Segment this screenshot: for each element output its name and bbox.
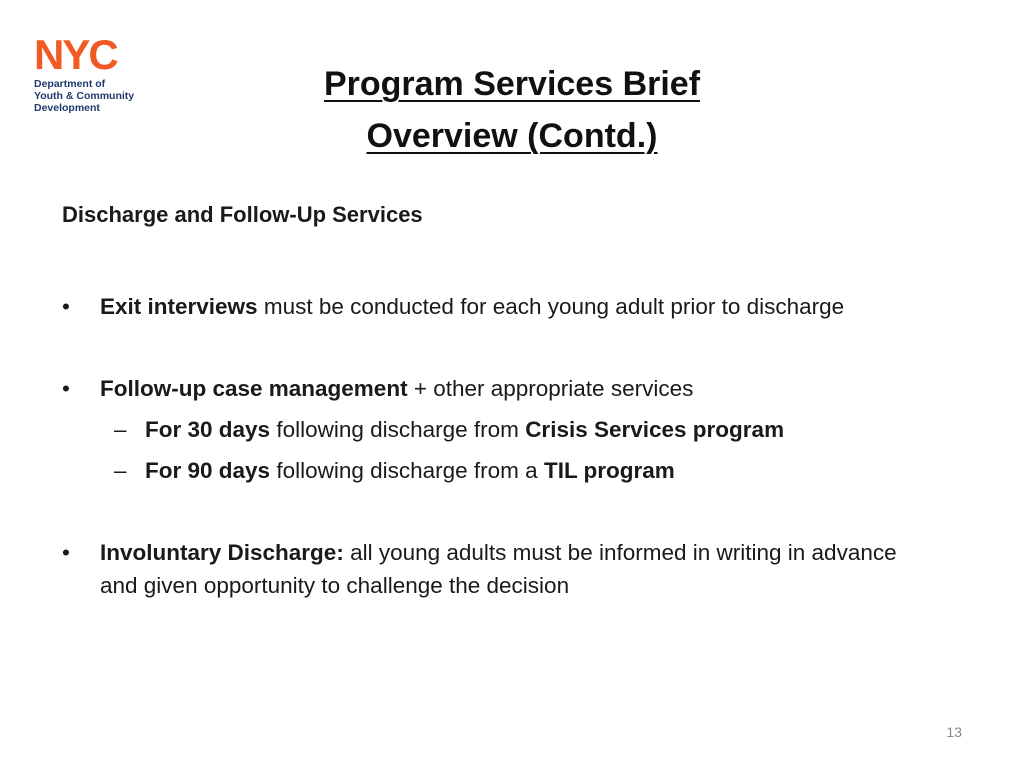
subitem-text: following discharge from bbox=[270, 417, 526, 442]
bullet-text: must be conducted for each young adult prior to discharge bbox=[257, 294, 845, 319]
bullet-text: + other appropriate services bbox=[407, 376, 694, 401]
dept-name-line1: Department of bbox=[34, 78, 106, 90]
title-line1: Program Services Brief bbox=[323, 65, 701, 103]
subitem-bold2: Crisis Services program bbox=[525, 417, 785, 442]
bullet-dot: • bbox=[62, 540, 70, 565]
svg-text:NYC: NYC bbox=[34, 34, 117, 74]
subitem-text: following discharge from a bbox=[270, 458, 544, 483]
bullet-dot: • bbox=[62, 294, 70, 319]
subitem-bold: For 90 days bbox=[145, 458, 271, 483]
title-line2: Overview (Contd.) bbox=[366, 117, 658, 155]
bullet-bold: Involuntary Discharge: bbox=[100, 540, 344, 565]
dept-name-line3: Development bbox=[34, 102, 100, 114]
section-heading: Discharge and Follow-Up Services bbox=[62, 202, 423, 227]
subitem-bold2: TIL program bbox=[543, 458, 675, 483]
bullet-dot: • bbox=[62, 376, 70, 401]
bullet-text: all young adults must be informed in writing in advance and given opportunity to challenge the decision bbox=[100, 540, 897, 598]
subitem-bold: For 30 days bbox=[145, 417, 271, 442]
dept-name-line2: Youth & Community bbox=[34, 90, 135, 102]
bullet-bold: Follow-up case management bbox=[100, 376, 408, 401]
page-number: 13 bbox=[946, 724, 962, 740]
dash: – bbox=[114, 458, 127, 483]
dash: – bbox=[114, 417, 127, 442]
bullet-bold: Exit interviews bbox=[100, 294, 258, 319]
slide-title bbox=[0, 58, 1024, 162]
